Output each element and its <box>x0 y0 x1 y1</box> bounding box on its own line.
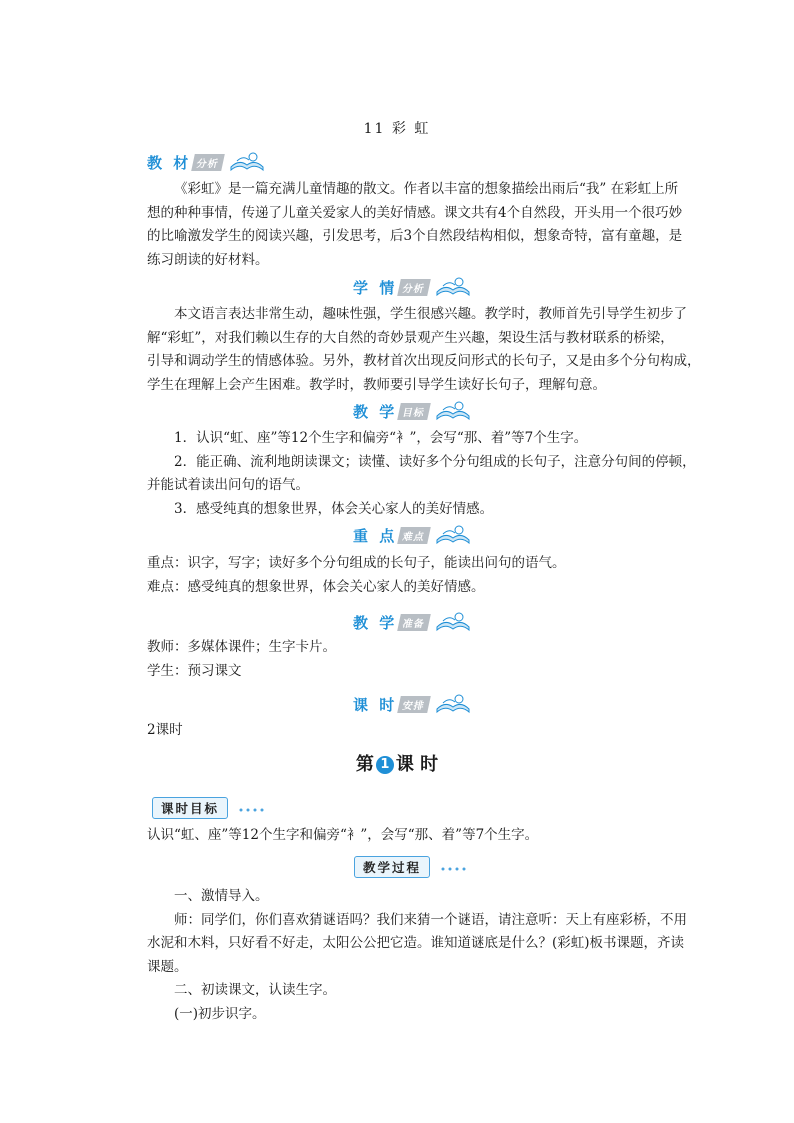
goal-item-continued: 并能试着读出问句的语气。 <box>147 477 309 493</box>
section-banner-xueqing <box>353 275 473 299</box>
key-point: 重点：识字，写字；读好多个分句组成的长句子，能读出问句的语气。 <box>147 555 566 571</box>
lesson-count: 2课时 <box>147 722 183 738</box>
process-line: (一)初步识字。 <box>174 1005 266 1022</box>
section-banner-mubiao <box>353 399 473 423</box>
process-line: 课题。 <box>147 958 188 975</box>
difficult-point: 难点：感受纯真的想象世界，体会关心家人的美好情感。 <box>147 578 485 595</box>
banner-sub: 安排 <box>397 696 431 713</box>
banner-main: 教 学 <box>353 402 398 421</box>
goal-item: 1．认识“虹、座”等12个生字和偏旁“衤”，会写“那、着”等7个生字。 <box>174 430 588 446</box>
text-line: 练习朗读的好材料。 <box>147 251 269 268</box>
banner-main: 学 情 <box>353 278 398 297</box>
goal-item: 3．感受纯真的想象世界，体会关心家人的美好情感。 <box>174 500 494 517</box>
banner-sub: 目标 <box>397 403 431 420</box>
banner-main: 教 材 <box>147 153 192 172</box>
zhongdian-list <box>147 552 647 599</box>
process-line: 二、初读课文，认读生字。 <box>174 982 336 998</box>
section-banner-anpai <box>353 692 473 716</box>
text-line: 想的种种事情，传递了儿童关爱家人的美好情感。课文共有4个自然段，开头用一个很巧妙 <box>147 204 683 221</box>
section-banner-zhunbei <box>353 610 473 634</box>
jiaocai-paragraph <box>147 178 683 272</box>
process-line: 师：同学们，你们喜欢猜谜语吗？我们来猜一个谜语，请注意听：天上有座彩桥，不用 <box>174 911 687 928</box>
prep-student: 学生：预习课文 <box>147 662 242 679</box>
text-line: 解“彩虹”，对我们赖以生存的大自然的奇妙景观产生兴趣，架设生活与教材联系的桥梁， <box>147 329 674 346</box>
text-line: 认识“虹、座”等12个生字和偏旁“衤”，会写“那、着”等7个生字。 <box>147 827 539 843</box>
dotted-line-decoration <box>440 866 470 872</box>
book-icon <box>227 151 267 173</box>
section-banner-jiaocai <box>147 150 267 174</box>
banner-sub: 分析 <box>397 279 431 296</box>
period-prefix: 第 <box>355 754 374 775</box>
section-banner-zhongdian <box>353 523 473 547</box>
banner-sub: 难点 <box>397 527 431 544</box>
text-line: 的比喻激发学生的阅读兴趣，引发思考，后3个自然段结构相似，想象奇特，富有童趣，是 <box>147 228 683 244</box>
xueqing-paragraph <box>147 303 701 397</box>
prep-teacher: 教师：多媒体课件；生字卡片。 <box>147 639 336 655</box>
mubiao-list <box>147 427 696 521</box>
banner-main: 重 点 <box>353 526 398 545</box>
lesson-period-heading <box>0 750 794 776</box>
period-goal-text <box>147 824 647 848</box>
text-line: 《彩虹》是一篇充满儿童情趣的散文。作者以丰富的想象描绘出雨后“我” 在彩虹上所 <box>174 181 679 197</box>
book-icon <box>433 524 473 546</box>
banner-sub: 分析 <box>191 154 225 171</box>
text-line: 本文语言表达非常生动，趣味性强，学生很感兴趣。教学时，教师首先引导学生初步了 <box>174 306 687 322</box>
lesson-title: 11 彩 虹 <box>363 121 431 137</box>
goal-item: 2．能正确、流利地朗读课文；读懂、读好多个分句组成的长句子，注意分句间的停顿， <box>174 453 696 470</box>
text-line: 引导和调动学生的情感体验。另外，教材首次出现反问形式的长句子，又是由多个分句构成， <box>147 353 701 369</box>
book-icon <box>433 611 473 633</box>
tag-period-goal <box>152 797 268 819</box>
tag-label: 课时目标 <box>152 797 228 819</box>
text-line: 学生在理解上会产生困难。教学时，教师要引导学生读好长句子，理解句意。 <box>147 376 606 393</box>
book-icon <box>433 276 473 298</box>
process-line: 水泥和木料，只好看不好走，太阳公公把它造。谁知道谜底是什么？(彩虹)板书课题，齐读 <box>147 935 685 951</box>
dotted-line-decoration <box>238 807 268 813</box>
zhunbei-list <box>147 636 647 683</box>
book-icon <box>433 693 473 715</box>
period-number-badge: 1 <box>376 756 394 774</box>
banner-main: 课 时 <box>353 695 398 714</box>
banner-sub: 准备 <box>397 614 431 631</box>
anpai-text <box>147 719 647 743</box>
banner-main: 教 学 <box>353 613 398 632</box>
process-line: 一、激情导入。 <box>174 888 269 904</box>
teaching-process-text <box>147 885 687 1026</box>
period-suffix: 课 时 <box>395 754 439 775</box>
tag-label: 教学过程 <box>354 856 430 878</box>
tag-teaching-process <box>354 856 470 878</box>
book-icon <box>433 400 473 422</box>
